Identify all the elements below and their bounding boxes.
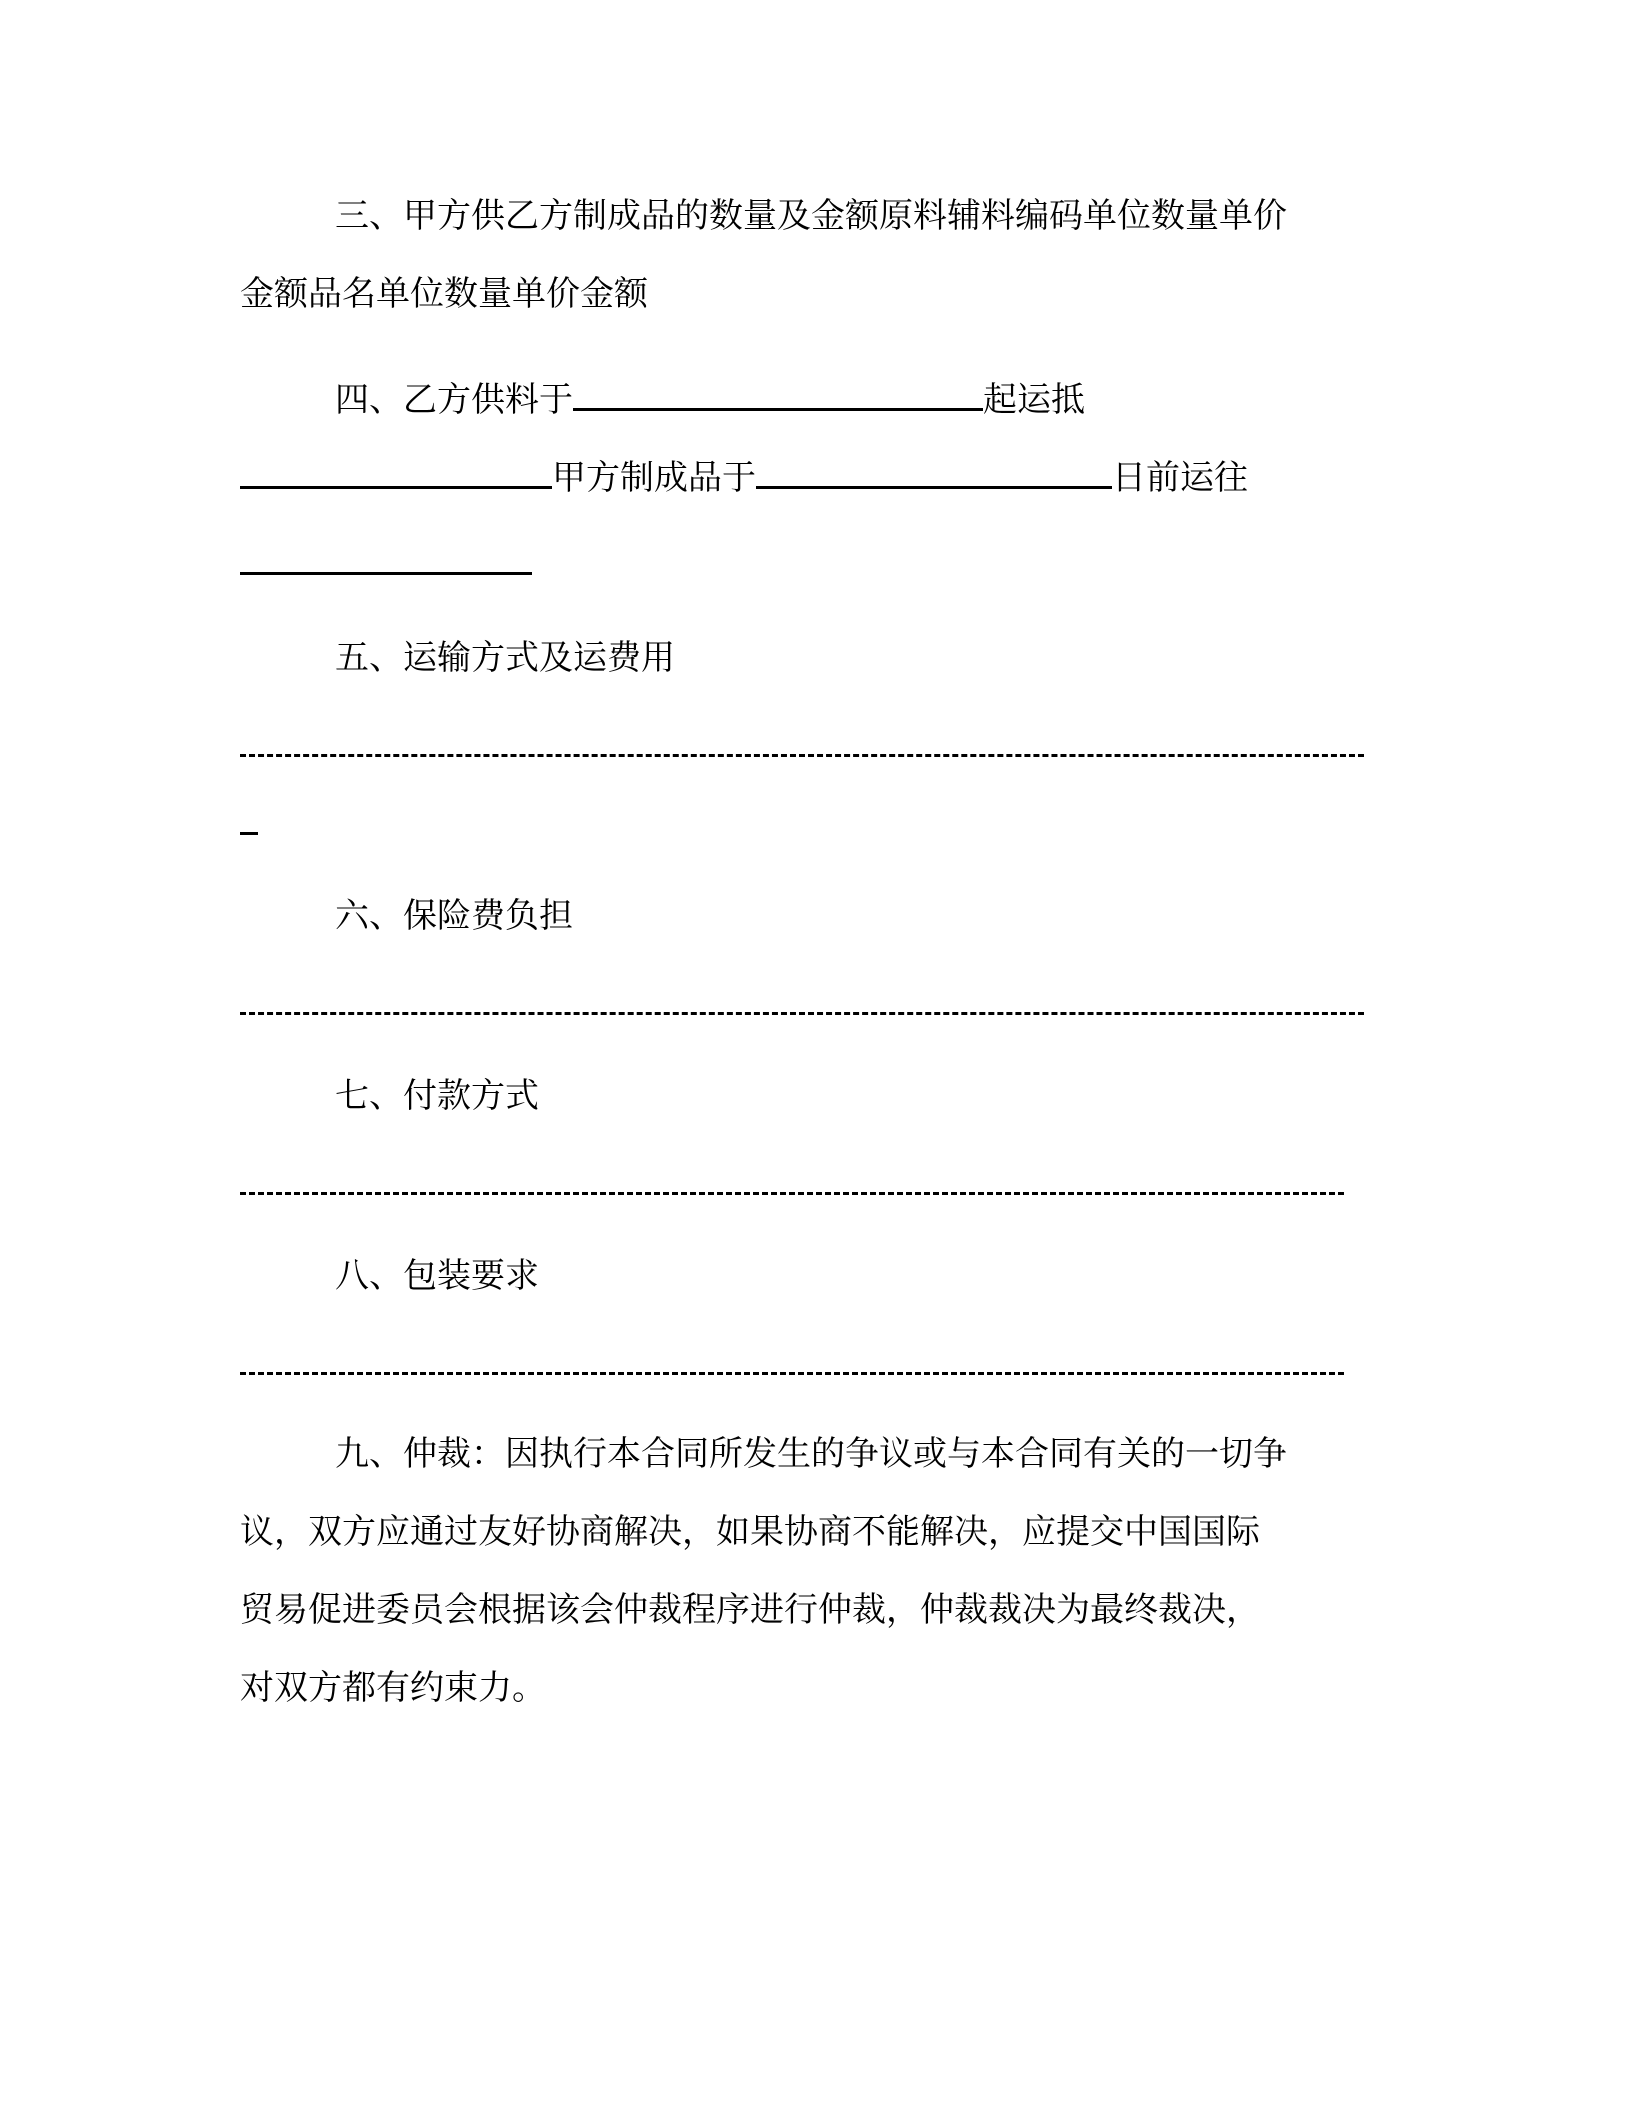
blank-field-supply-place[interactable] <box>573 378 983 411</box>
section-9-line-4: 对双方都有约束力。 <box>240 1668 546 1708</box>
section-8-heading: 八、包装要求 <box>335 1256 539 1296</box>
section-9-line-2: 议，双方应通过友好协商解决，如果协商不能解决，应提交中国国际 <box>240 1512 1260 1552</box>
section-4-text-product: 甲方制成品于 <box>552 458 756 498</box>
blank-field-payment[interactable] <box>240 1192 1344 1195</box>
blank-field-packaging[interactable] <box>240 1372 1344 1375</box>
section-7-heading: 七、付款方式 <box>335 1076 539 1116</box>
section-5-heading: 五、运输方式及运费用 <box>335 638 675 678</box>
blank-field-ship-destination[interactable] <box>240 572 532 575</box>
section-3-line-2: 金额品名单位数量单价金额 <box>240 274 648 314</box>
section-9-line-3: 贸易促进委员会根据该会仲裁程序进行仲裁，仲裁裁决为最终裁决， <box>240 1590 1260 1630</box>
blank-field-transport-continued[interactable] <box>240 832 258 835</box>
blank-field-transport[interactable] <box>240 754 1364 757</box>
blank-field-destination[interactable] <box>240 456 552 489</box>
section-9-line-1: 九、仲裁：因执行本合同所发生的争议或与本合同有关的一切争 <box>335 1434 1287 1474</box>
blank-field-date[interactable] <box>756 456 1112 489</box>
section-3-line-1: 三、甲方供乙方制成品的数量及金额原料辅料编码单位数量单价 <box>335 196 1287 236</box>
section-4-line-2 <box>240 456 1248 498</box>
section-4-text-supply: 四、乙方供料于 <box>335 380 573 420</box>
blank-field-insurance[interactable] <box>240 1012 1364 1015</box>
section-4-text-ship-to: 起运抵 <box>983 380 1085 420</box>
section-4-text-ship-before: 日前运往 <box>1112 458 1248 498</box>
section-6-heading: 六、保险费负担 <box>335 896 573 936</box>
section-4-line-1 <box>335 378 1085 420</box>
